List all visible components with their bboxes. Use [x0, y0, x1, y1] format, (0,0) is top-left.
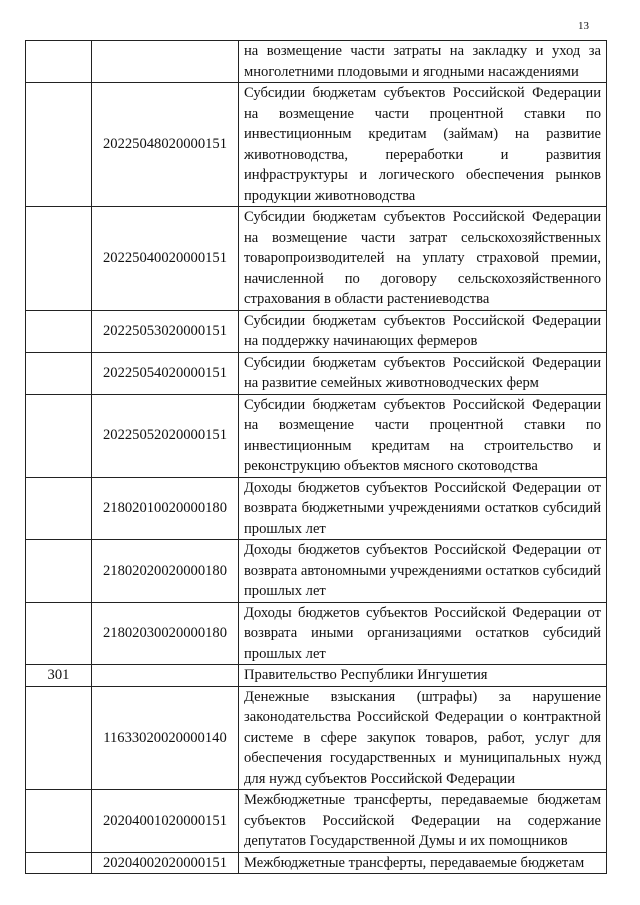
description-cell: Субсидии бюджетам субъектов Российской Федерации на возмещение части процентной ставки по инвестиционным кредитам (займам) на развитие животноводства, переработки и развития инфраструктуры и логического обеспечения рынков продукции животноводства	[239, 83, 607, 207]
row-number-cell	[26, 686, 92, 790]
budget-code-cell: 20225052020000151	[92, 394, 239, 477]
table-row	[26, 602, 607, 665]
budget-code-cell: 20225040020000151	[92, 207, 239, 311]
budget-code-cell: 20204001020000151	[92, 790, 239, 853]
description-cell: Субсидии бюджетам субъектов Российской Федерации на поддержку начинающих фермеров	[239, 310, 607, 352]
description-cell: Субсидии бюджетам субъектов Российской Федерации на возмещение части затрат сельскохозяйственных товаропроизводителей на уплату страховой премии, начисленной по договору сельскохозяйственного страхования в области растениеводства	[239, 207, 607, 311]
row-number-cell	[26, 207, 92, 311]
budget-code-cell: 11633020020000140	[92, 686, 239, 790]
description-cell: Правительство Республики Ингушетия	[239, 665, 607, 687]
table-row	[26, 477, 607, 540]
table-row	[26, 540, 607, 603]
row-number-cell	[26, 852, 92, 874]
table-row	[26, 83, 607, 207]
budget-code-cell: 20225053020000151	[92, 310, 239, 352]
row-number-cell	[26, 352, 92, 394]
budget-code-cell: 21802020020000180	[92, 540, 239, 603]
budget-code-cell: 21802010020000180	[92, 477, 239, 540]
table-row	[26, 686, 607, 790]
row-number-cell	[26, 540, 92, 603]
row-number-cell	[26, 41, 92, 83]
description-cell: Доходы бюджетов субъектов Российской Федерации от возврата иными организациями остатков субсидий прошлых лет	[239, 602, 607, 665]
description-cell: Межбюджетные трансферты, передаваемые бюджетам субъектов Российской Федерации на содержание депутатов Государственной Думы и их помощников	[239, 790, 607, 853]
description-cell: Субсидии бюджетам субъектов Российской Федерации на возмещение части процентной ставки по инвестиционным кредитам на строительство и реконструкцию объектов мясного скотоводства	[239, 394, 607, 477]
row-number-cell	[26, 602, 92, 665]
budget-code-cell: 20225054020000151	[92, 352, 239, 394]
row-number-cell	[26, 477, 92, 540]
row-number-cell	[26, 310, 92, 352]
budget-code-cell	[92, 41, 239, 83]
row-number-cell	[26, 394, 92, 477]
table-row	[26, 665, 607, 687]
description-cell: Межбюджетные трансферты, передаваемые бюджетам	[239, 852, 607, 874]
description-cell: Доходы бюджетов субъектов Российской Федерации от возврата автономными учреждениями остатков субсидий прошлых лет	[239, 540, 607, 603]
table-row	[26, 852, 607, 874]
budget-codes-table	[25, 40, 607, 874]
description-cell: Субсидии бюджетам субъектов Российской Федерации на развитие семейных животноводческих ферм	[239, 352, 607, 394]
table-row	[26, 41, 607, 83]
budget-code-cell: 20204002020000151	[92, 852, 239, 874]
description-cell: на возмещение части затраты на закладку и уход за многолетними плодовыми и ягодными насаждениями	[239, 41, 607, 83]
budget-code-cell: 21802030020000180	[92, 602, 239, 665]
description-cell: Доходы бюджетов субъектов Российской Федерации от возврата бюджетными учреждениями остатков субсидий прошлых лет	[239, 477, 607, 540]
row-number-cell	[26, 790, 92, 853]
row-number-cell	[26, 83, 92, 207]
budget-code-cell	[92, 665, 239, 687]
page-number: 13	[578, 20, 589, 32]
table-row	[26, 352, 607, 394]
table-row	[26, 790, 607, 853]
row-number-cell: 301	[26, 665, 92, 687]
description-cell: Денежные взыскания (штрафы) за нарушение законодательства Российской Федерации о контрактной системе в сфере закупок товаров, работ, услуг для обеспечения государственных и муниципальных нужд для нужд субъектов Российской Федерации	[239, 686, 607, 790]
table-row	[26, 394, 607, 477]
budget-code-cell: 20225048020000151	[92, 83, 239, 207]
table-row	[26, 207, 607, 311]
table-row	[26, 310, 607, 352]
